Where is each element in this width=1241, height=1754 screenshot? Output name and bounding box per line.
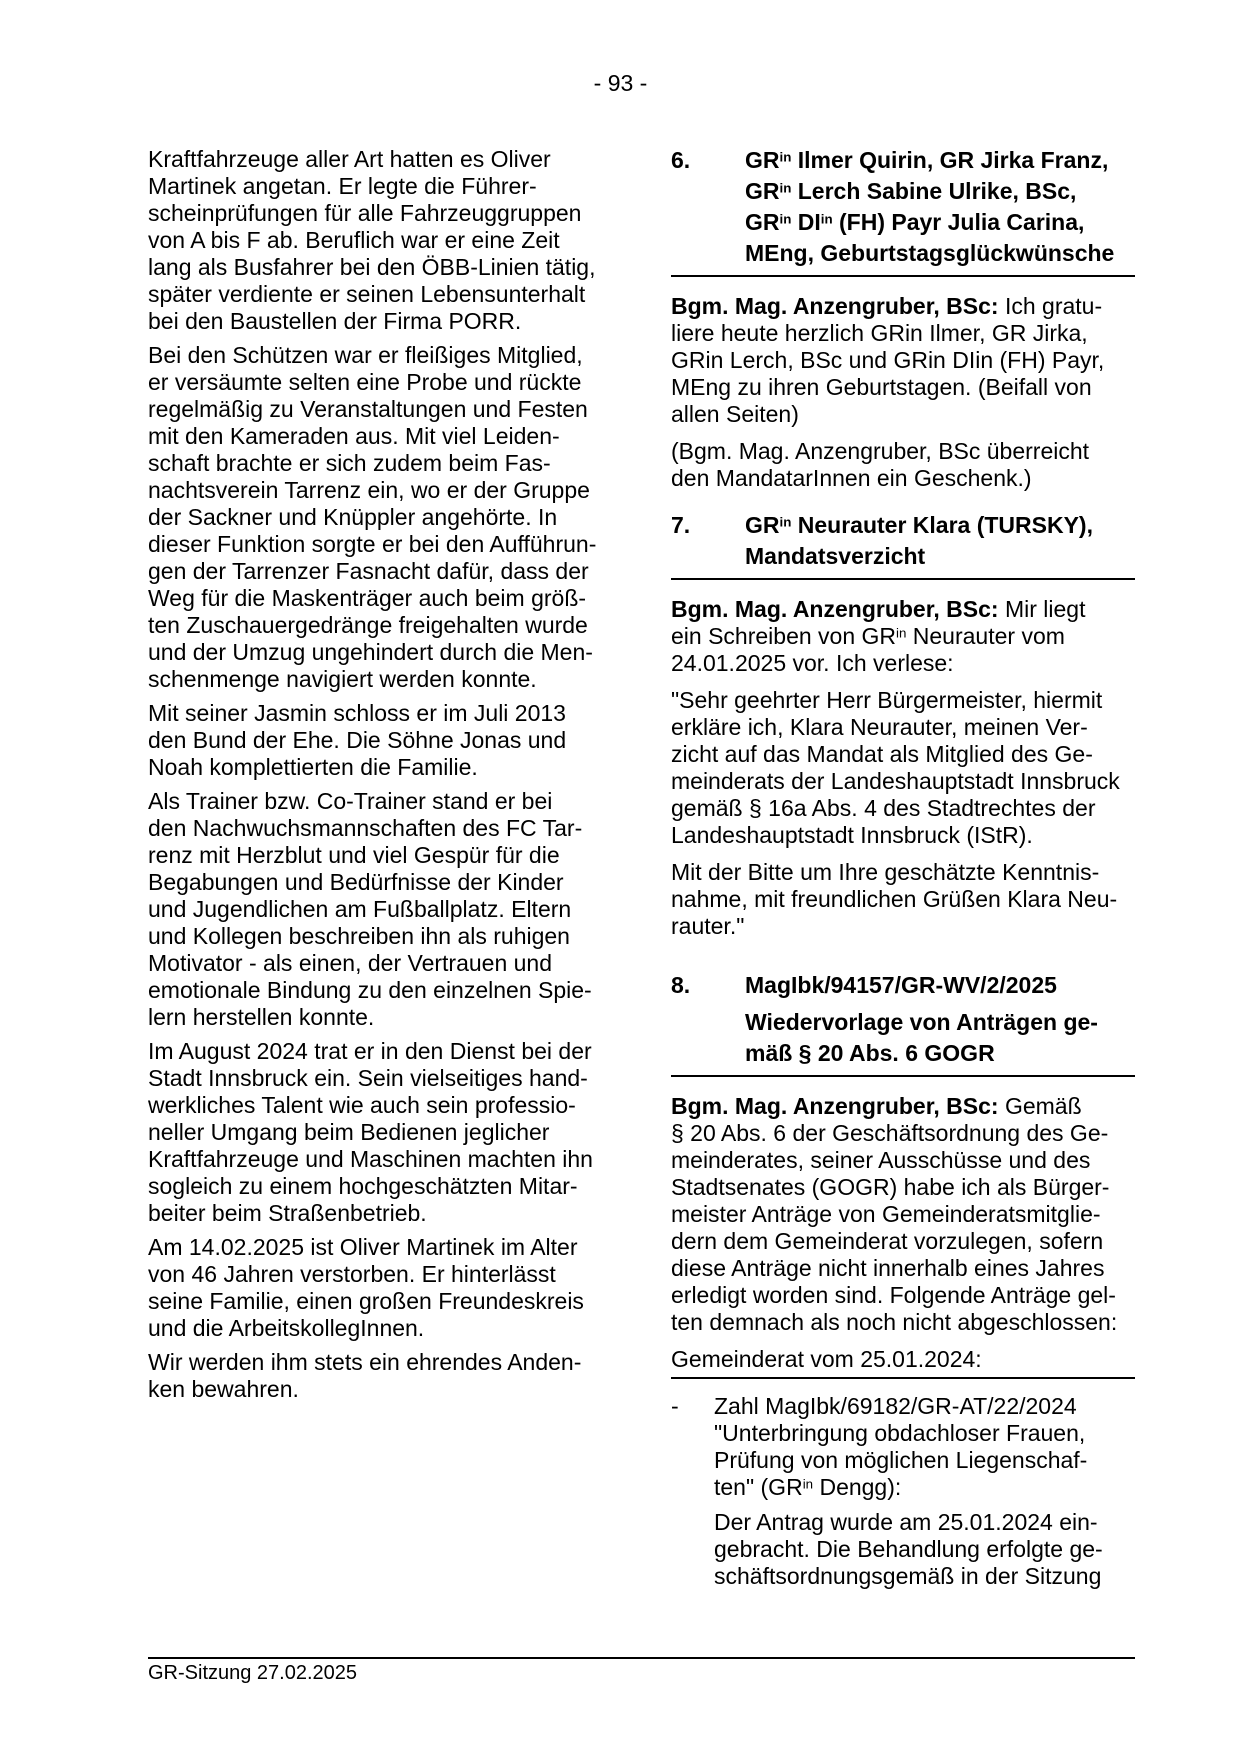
paragraph: Wir werden ihm stets ein ehrendes Anden- ken bewahren. bbox=[148, 1349, 582, 1402]
paragraph: Im August 2024 trat er in den Dienst bei der Stadt Innsbruck ein. Sein vielseitiges hand- werkliches Talent wie auch sein professio- neller Umgang beim Bedienen jeglicher Kraftfahrzeuge und Maschinen machten ihn sogleich zu einem hochgeschätzten Mitar- beiter beim Straßenbetrieb. bbox=[148, 1038, 593, 1226]
agenda-item-7-heading bbox=[671, 510, 1135, 580]
paragraph: Bgm. Mag. Anzengruber, BSc: Ich gratu- liere heute herzlich GRin Ilmer, GR Jirka, GRin Lerch, BSc und GRin DIin (FH) Payr, MEng zu ihren Geburtstagen. (Beifall von allen Seiten) bbox=[671, 293, 1105, 427]
paragraph: Am 14.02.2025 ist Oliver Martinek im Alter von 46 Jahren verstorben. Er hinterlässt seine Familie, einen großen Freundeskreis und die ArbeitskollegInnen. bbox=[148, 1234, 584, 1341]
page-number: - 93 - bbox=[593, 70, 648, 96]
agenda-item-6-body bbox=[671, 293, 1135, 492]
agenda-item-8-title-row bbox=[671, 1007, 1135, 1069]
footer-divider bbox=[148, 1657, 1135, 1659]
agenda-item-7-number: 7. bbox=[671, 512, 691, 538]
paragraph: Mit seiner Jasmin schloss er im Juli 2013 den Bund der Ehe. Die Söhne Jonas und Noah komplettierten die Familie. bbox=[148, 700, 567, 780]
paragraph: Bei den Schützen war er fleißiges Mitglied, er versäumte selten eine Probe und rückte regelmäßig zu Veranstaltungen und Festen mit den Kameraden aus. Mit viel Leiden- schaft brachte er sich zudem beim Fas- nachtsverein Tarrenz ein, wo er der Gruppe der Sackner und Knüppler angehörte. In dieser Funktion sorgte er bei den Aufführun- gen der Tarrenzer Fasnacht dafür, dass der Weg für die Maskenträger auch beim größ- ten Zuschauergedränge freigehalten wurde und der Umzug ungehindert durch die Men- schenmenge navigiert werden konnte. bbox=[148, 342, 597, 692]
paragraph: (Bgm. Mag. Anzengruber, BSc überreicht den MandatarInnen ein Geschenk.) bbox=[671, 438, 1090, 491]
agenda-item-8-bullet bbox=[671, 1393, 1135, 1501]
agenda-item-8-title: Wiedervorlage von Anträgen ge- mäß § 20 Abs. 6 GOGR bbox=[745, 1009, 1098, 1066]
paragraph: Mit der Bitte um Ihre geschätzte Kenntnis- nahme, mit freundlichen Grüßen Klara Neu- rauter." bbox=[671, 859, 1118, 939]
agenda-item-7-title: $GR^{in}$ Neurauter Klara (TURSKY), Mandatsverzicht bbox=[745, 512, 1093, 569]
agenda-item-8-reference-row bbox=[671, 970, 1135, 1001]
agenda-item-8-bullet-detail: Der Antrag wurde am 25.01.2024 ein- gebracht. Die Behandlung erfolgte ge- schäftsordnungsgemäß in der Sitzung bbox=[714, 1509, 1103, 1589]
bullet-marker: - bbox=[671, 1393, 679, 1419]
paragraph: Kraftfahrzeuge aller Art hatten es Oliver Martinek angetan. Er legte die Führer- scheinprüfungen für alle Fahrzeuggruppen von A bis F ab. Beruflich war er eine Zeit lang als Busfahrer bei den ÖBB-Linien tätig, später verdiente er seinen Lebensunterhalt bei den Baustellen der Firma PORR. bbox=[148, 146, 596, 334]
agenda-item-8-heading bbox=[671, 970, 1135, 1077]
paragraph: "Sehr geehrter Herr Bürgermeister, hiermit erkläre ich, Klara Neurauter, meinen Ver- zicht auf das Mandat als Mitglied des Ge- meinderats der Landeshauptstadt Innsbruck gemäß § 16a Abs. 4 des Stadtrechtes der Landeshauptstadt Innsbruck (IStR). bbox=[671, 687, 1120, 848]
agenda-item-6 bbox=[671, 145, 1135, 492]
agenda-item-8-intro-paragraph: Bgm. Mag. Anzengruber, BSc: Gemäß § 20 Abs. 6 der Geschäftsordnung des Ge- meinderates, seiner Ausschüsse und des Stadtsenates (GOGR) habe ich als Bürger- meister Anträge von Gemeinderatsmitglie- dern dem Gemeinderat vorzulegen, sofern diese Anträge nicht innerhalb eines Jahres erledigt worden sind. Folgende Anträge gel- ten demnach als noch nicht abgeschlossen: bbox=[671, 1093, 1118, 1335]
agenda-item-8-reference: MagIbk/94157/GR-WV/2/2025 bbox=[745, 972, 1057, 998]
paragraph: Bgm. Mag. Anzengruber, BSc: Mir liegt ein Schreiben von $GR^{in}$ Neurauter vom 24.01.2025 vor. Ich verlese: bbox=[671, 596, 1086, 676]
agenda-item-6-number: 6. bbox=[671, 147, 691, 173]
bullet-text: Zahl MagIbk/69182/GR-AT/22/2024 "Unterbringung obdachloser Frauen, Prüfung von möglichen Liegenschaf- ten" ($GR^{in}$ Dengg): bbox=[714, 1393, 1088, 1500]
left-column bbox=[148, 146, 603, 1403]
agenda-item-7 bbox=[671, 510, 1135, 940]
footer-text: GR-Sitzung 27.02.2025 bbox=[148, 1662, 358, 1684]
agenda-item-6-title: $GR^{in}$ Ilmer Quirin, GR Jirka Franz, $GR^{in}$ Lerch Sabine Ulrike, BSc, $GR^{in}$ $DI^{in}$ (FH) Payr Julia Carina, MEng, Geburtstagsglückwünsche bbox=[745, 147, 1115, 266]
paragraph: Als Trainer bzw. Co-Trainer stand er bei den Nachwuchsmannschaften des FC Tar- renz mit Herzblut und viel Gespür für die Begabungen und Bedürfnisse der Kinder und Jugendlichen am Fußballplatz. Eltern und Kollegen beschreiben ihn als ruhigen Motivator - als einen, der Vertrauen und emotionale Bindung zu den einzelnen Spie- lern herstellen konnte. bbox=[148, 788, 592, 1030]
agenda-item-8 bbox=[671, 970, 1135, 1590]
agenda-item-8-number: 8. bbox=[671, 972, 691, 998]
agenda-item-6-heading bbox=[671, 145, 1135, 277]
agenda-item-8-body bbox=[671, 1093, 1135, 1590]
agenda-item-8-list-header: Gemeinderat vom 25.01.2024: bbox=[671, 1346, 1135, 1379]
agenda-item-8-number-spacer bbox=[671, 1007, 745, 1069]
agenda-item-7-body bbox=[671, 596, 1135, 940]
